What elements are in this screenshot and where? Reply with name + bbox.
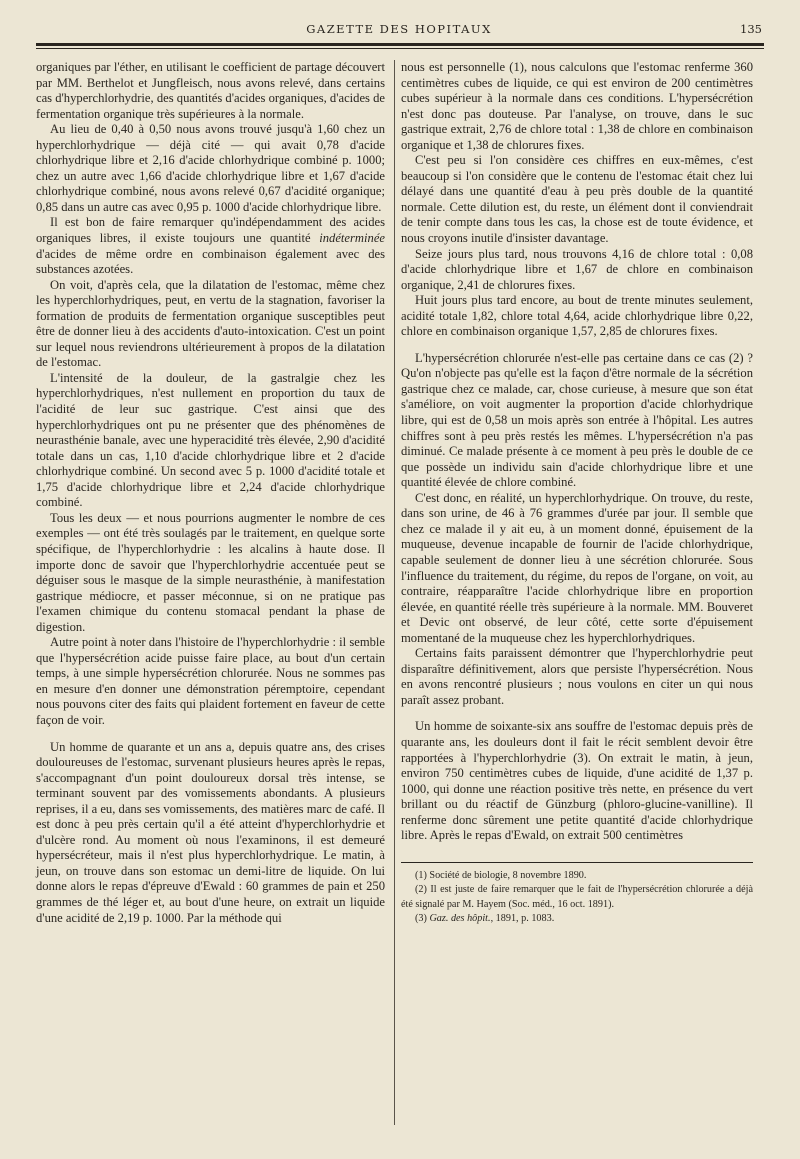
page-number: 135 <box>740 22 762 36</box>
case-report-paragraph: Un homme de quarante et un ans a, depuis quatre ans, des crises douloureuses de l'estomac, survenant plusieurs heures après le repas, s'accompagnant d'un point douloureux dorsal très intense, se terminant souvent par des vomissements abondants. A plusieurs reprises, il a eu, dans ses vomissements, des matières marc de café. Il est donc à peu près certain qu'il a été atteint d'hyperchlorhydrie et d'ulcère rond. Au moment où nous l'examinons, il est demeuré hypersécréteur, mais il n'est plus hyperchlorhydrique. Le matin, à jeun, on trouve dans son estomac un demi-litre de liquide. On lui donne alors le repas d'épreuve d'Ewald : 60 grammes de pain et 250 grammes de thé léger et, au bout d'une heure, on extrait un liquide d'une acidité de 2,19 p. 1000. Par la méthode qui <box>36 739 386 925</box>
running-title: GAZETTE DES HOPITAUX <box>306 22 492 36</box>
text-run: (3) <box>415 913 430 925</box>
footnote: (1) Société de biologie, 8 novembre 1890. <box>415 869 587 881</box>
italic-citation: Gaz. des hôpit. <box>429 913 491 925</box>
text-run: , 1891, p. 1083. <box>490 913 555 925</box>
paragraph: On voit, d'après cela, que la dilatation de l'estomac, même chez les hyperchlorhydriques, peut, en vertu de la stagnation, favoriser la formation de produits de fermentation organique susceptibles peut être de donner lieu à des accidents d'auto-intoxication. C'est un point sur lequel nous reviendrons ultérieurement à propos de la dilatation de l'estomac. <box>36 277 385 370</box>
italic-term: indéterminée <box>319 231 385 246</box>
paragraph: Au lieu de 0,40 à 0,50 nous avons trouvé jusqu'à 1,60 chez un hyperchlorhydrique — déjà cité — qui avait 0,78 d'acide chlorhydrique libre et 2,16 d'acide chlorhydrique combiné p. 1000; chez un autre avec 1,66 d'acide chlorhydrique libre et 1,67 d'acide chlorhydrique combiné, nous avons relevé 0,67 d'acidité organique; 0,85 dans un autre cas avec 0,95 p. 1000 d'acide chlorhydrique libre. <box>36 122 385 214</box>
column-divider <box>394 60 395 1125</box>
paragraph: C'est donc, en réalité, un hyperchlorhydrique. On trouve, du reste, dans son urine, de 46 à 76 grammes d'urée par jour. Il semble que chez ce malade il y ait eu, à un moment donné, épuisement de la muqueuse, devenue incapable de fournir de l'acide chlorhydrique, capable seulement de donner lieu à une sécrétion chlorurée. Sous l'influence du traitement, du régime, du repos de l'organe, on voit, au contraire, réapparaître l'acide chlorhydrique libre en proportion élevée, en quantité réelle très supérieure à la normale. MM. Bouveret et Devic ont observé, de leur côté, cette sorte d'épuisement momentané de la muqueuse chez les hyperchlorhydriques. <box>401 490 753 645</box>
paragraph: nous est personnelle (1), nous calculons que l'estomac renferme 360 centimètres cubes de liquide, ce qui est environ de 200 centimètres cubes supérieur à la normale dans ces conditions. L'hypersécrétion n'est donc pas douteuse. Par l'analyse, on trouve, dans le suc gastrique extrait, 2,76 de chlore total : 1,38 de chlore en combinaison organique et 1,38 de chlorures fixes. <box>401 60 753 152</box>
header-rule-thin <box>36 48 764 49</box>
text-run: d'acides de même ordre en combinaison également avec des substances azotées. <box>36 246 385 277</box>
footnote <box>401 912 753 927</box>
paragraph: Certains faits paraissent démontrer que l'hyperchlorhydrie peut disparaître définitivement, alors que persiste l'hypersécrétion. Nous en avons rencontré plusieurs ; nous voulons en citer un qui nous paraît assez probant. <box>401 646 753 707</box>
paragraph: L'intensité de la douleur, de la gastralgie chez les hyperchlorhydriques, n'est nullement en proportion du taux de l'acidité de leur suc gastrique. C'est ainsi que des hyperchlorhydriques ont pu ne présenter que des phénomènes de neurasthénie banale, avec une hyperacidité très élevée, 2,90 d'acidité totale dans un cas, 1,10 d'acide chlorhydrique libre et 2 d'acide chlorhydrique combiné. Un second avec 5 p. 1000 d'acidité totale et 1,75 d'acide chlorhydrique libre et 2,24 d'acide chlorhydrique combiné. <box>36 370 385 510</box>
header-rule-thick <box>36 43 764 46</box>
paragraph: Huit jours plus tard encore, au bout de trente minutes seulement, acidité totale 1,82, chlore total 4,64, acide chlorhydrique libre 0,22, chlore en combinaison organique 1,57, 2,85 de chlorures fixes. <box>401 293 753 339</box>
footnote: (2) Il est juste de faire remarquer que le fait de l'hypersécrétion chlorurée a déjà été signalé par M. Hayem (Soc. méd., 16 oct. 1891). <box>401 884 753 910</box>
left-column <box>36 60 385 1150</box>
paragraph: Tous les deux — et nous pourrions augmenter le nombre de ces exemples — ont été très soulagés par le traitement, en quelque sorte spécifique, de l'hyperchlorhydrie : les alcalins à haute dose. Il importe donc de savoir que l'hyperchlorhydrie accentuée peut se déguiser sous le masque de la simple neurasthénie, à manifestation gastrique médiocre, et passer méconnue, si on ne pratique pas l'examen chimique du contenu stomacal pendant la phase de digestion. <box>36 510 385 634</box>
paragraph <box>36 215 385 277</box>
right-column <box>401 60 753 1150</box>
paragraph: organiques par l'éther, en utilisant le coefficient de partage découvert par MM. Berthelot et Jungfleisch, nous avons relevé, dans certains cas d'hyperchlorhydrie, des quantités d'acides organiques, d'acides de fermentation organique très supérieures à la normale. <box>36 60 385 121</box>
footnote-rule <box>401 862 753 863</box>
text-run: Il est bon de faire remarquer qu'indépendamment des acides organiques libres, il existe toujours une quantité <box>36 215 385 246</box>
case-report-paragraph: Un homme de soixante-six ans souffre de l'estomac depuis près de quarante ans, les douleurs dont il fait le récit semblent devoir être rapportées à l'hyperchlorhydrie (3). On extrait le matin, à jeun, environ 750 centimètres cubes de liquide, d'une acidité de 1,37 p. 1000, qui donne une réaction positive très nette, en présence du vert brillant ou du réactif de Günzburg (phloro-glucine-vanilline). Il renferme donc sûrement une petite quantité d'acide chlorhydrique libre. Après le repas d'Ewald, on extrait 500 centimètres <box>401 719 753 843</box>
paragraph: L'hypersécrétion chlorurée n'est-elle pas certaine dans ce cas (2) ? Qu'on n'objecte pas qu'elle est la façon d'être normale de la sécrétion gastrique chez ce malade, car, chose curieuse, à mesure que son état s'améliore, on voit augmenter la proportion d'acide chlorhydrique libre, qui est de 0,58 un mois après son entrée à l'hôpital. Les autres chiffres sont à peu près restés les mêmes. L'hypersécrétion n'a pas diminué. Ce malade présente à ce moment à peu près le double de ce que possède un individu sain d'acide chlorhydrique libre et une quantité élevée de chlore combiné. <box>401 350 753 490</box>
footnotes <box>401 869 753 927</box>
paragraph: Seize jours plus tard, nous trouvons 4,16 de chlore total : 0,08 d'acide chlorhydrique libre et 1,67 de chlore en combinaison organique, 2,41 de chlorures fixes. <box>401 246 753 292</box>
paragraph: Autre point à noter dans l'histoire de l'hyperchlorhydrie : il semble que l'hypersécrétion acide puisse faire place, au bout d'un certain temps, à une simple hypersécrétion chlorurée. Nous ne sommes pas en mesure d'en donner une démonstration péremptoire, cependant nous pouvons citer des faits qui plaident fortement en faveur de cette façon de voir. <box>36 635 385 727</box>
page-header <box>36 18 762 40</box>
paragraph: C'est peu si l'on considère ces chiffres en eux-mêmes, c'est beaucoup si l'on considère que le contenu de l'estomac était chez lui délayé dans une quantité d'eau à peu près double de la quantité normale. Cette dilution est, du reste, un élément dont il conviendrait de tenir compte dans tous les cas, la chose est de toute évidence, et nous croyons inutile d'insister davantage. <box>401 153 753 246</box>
